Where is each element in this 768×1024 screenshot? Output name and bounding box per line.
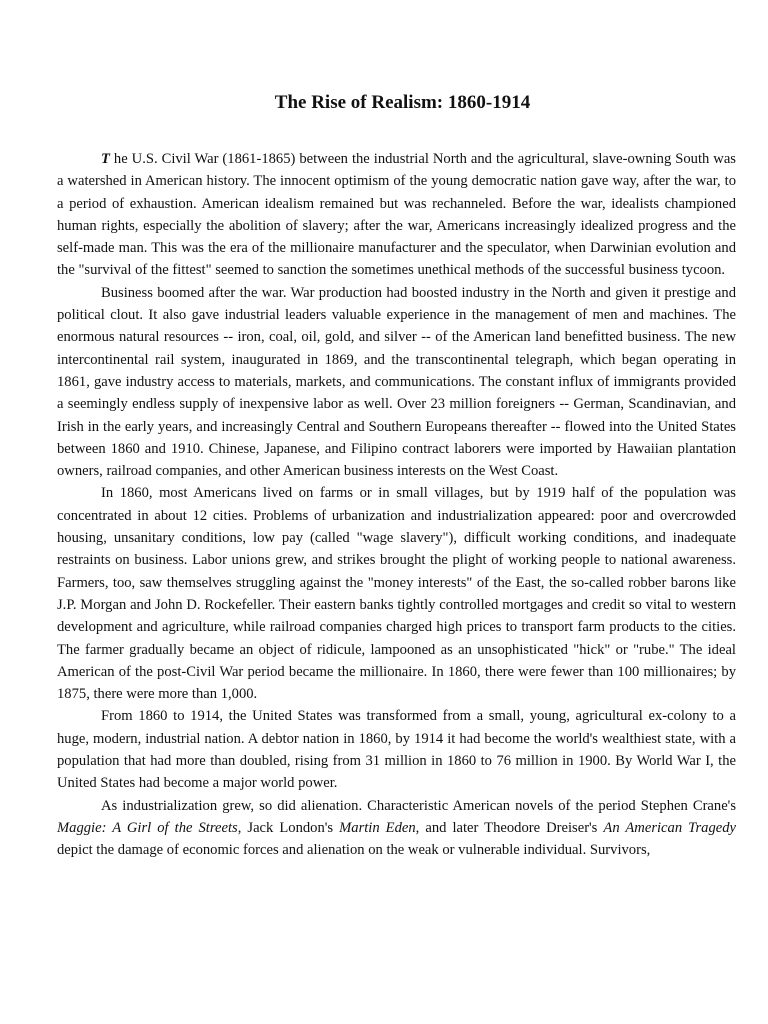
paragraph-5-text-a: As industrialization grew, so did alienation. Characteristic American novels of the period Stephen Crane's	[101, 797, 736, 814]
drop-cap-letter: T	[101, 151, 110, 167]
page-title: The Rise of Realism: 1860-1914	[274, 92, 531, 113]
paragraph-4: From 1860 to 1914, the United States was transformed from a small, young, agricultural ex-colony to a huge, modern, industrial nation. A debtor nation in 1860, by 1914 it had become the world's wealthiest state, with a population that had more than doubled, rising from 31 million in 1860 to 76 million in 1900. By World War I, the United States had become a major world power.	[57, 708, 736, 792]
paragraph-5-text-c: , and later Theodore Dreiser's	[415, 819, 604, 836]
paragraph-3: In 1860, most Americans lived on farms or in small villages, but by 1919 half of the population was concentrated in about 12 cities. Problems of urbanization and industrialization appeared: poor and overcrowded housing, unsanitary conditions, low pay (called "wage slavery"), difficult working conditions, and inadequate restraints on business. Labor unions grew, and strikes brought the plight of working people to national awareness. Farmers, too, saw themselves struggling against the "money interests" of the East, the so-called robber barons like J.P. Morgan and John D. Rockefeller. Their eastern banks tightly controlled mortgages and credit so vital to western development and agriculture, while railroad companies charged high prices to transport farm products to the cities. The farmer gradually became an object of ridicule, lampooned as an unsophisticated "hick" or "rube." The ideal American of the post-Civil War period became the millionaire. In 1860, there were fewer than 100 millionaires; by 1875, there were more than 1,000.	[57, 485, 736, 703]
paragraph-1	[57, 148, 736, 282]
novel-title-martin-eden: Martin Eden	[339, 819, 416, 836]
novel-title-maggie: Maggie: A Girl of the Streets	[57, 819, 238, 836]
paragraph-2: Business boomed after the war. War production had boosted industry in the North and given it prestige and political clout. It also gave industrial leaders valuable experience in the management of men and machines. The enormous natural resources -- iron, coal, oil, gold, and silver -- of the American land benefitted business. The new intercontinental rail system, inaugurated in 1869, and the transcontinental telegraph, which began operating in 1861, gave industry access to materials, markets, and communications. The constant influx of immigrants provided a seemingly endless supply of inexpensive labor as well. Over 23 million foreigners -- German, Scandinavian, and Irish in the early years, and increasingly Central and Southern Europeans thereafter -- flowed into the United States between 1860 and 1910. Chinese, Japanese, and Filipino contract laborers were imported by Hawaiian plantation owners, railroad companies, and other American business interests on the West Coast.	[57, 284, 736, 480]
novel-title-american-tragedy: An American Tragedy	[603, 819, 736, 836]
document-body	[57, 148, 736, 862]
paragraph-5	[57, 795, 736, 862]
paragraph-5-text-b: , Jack London's	[237, 819, 340, 836]
paragraph-5-text-d: depict the damage of economic forces and alienation on the weak or vulnerable individual. Survivors,	[57, 842, 651, 859]
paragraph-1-text: he U.S. Civil War (1861-1865) between the industrial North and the agricultural, slave-owning South was a watershed in American history. The innocent optimism of the young democratic nation gave way, after the war, to a period of exhaustion. American idealism remained but was rechanneled. Before the war, idealists championed human rights, especially the abolition of slavery; after the war, Americans increasingly idealized progress and the self-made man. This was the era of the millionaire manufacturer and the speculator, when Darwinian evolution and the "survival of the fittest" seemed to sanction the sometimes unethical methods of the successful business tycoon.	[57, 151, 736, 279]
